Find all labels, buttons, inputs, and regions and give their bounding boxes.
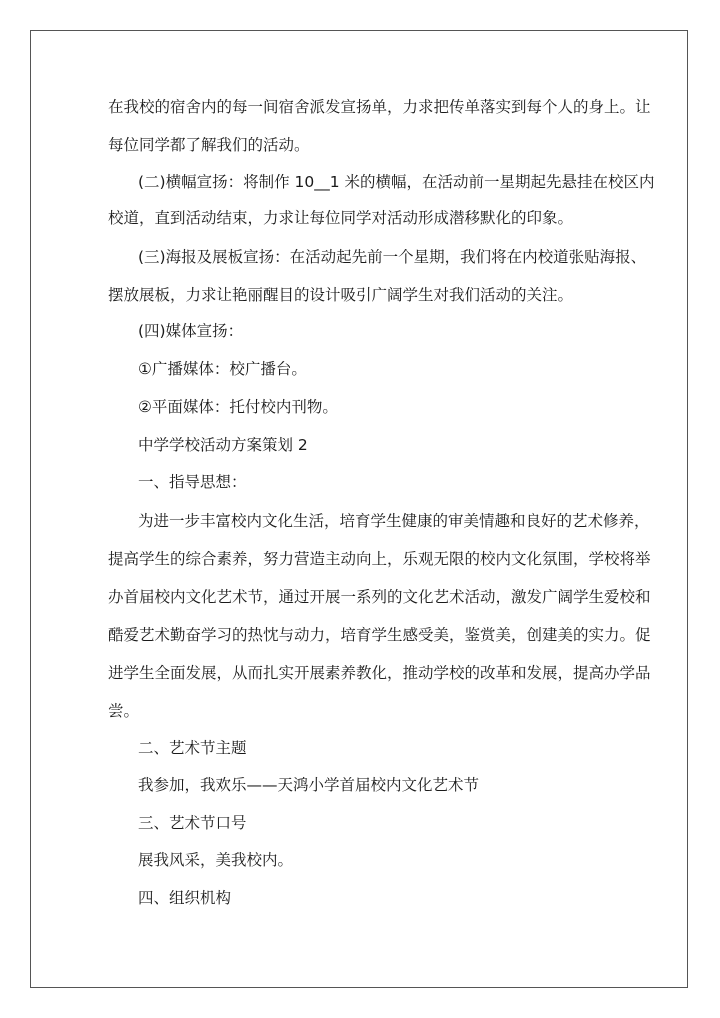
paragraph-line: 校道，直到活动结束，力求让每位同学对活动形成潜移默化的印象。	[108, 209, 574, 227]
paragraph-line: 在我校的宿舍内的每一间宿舍派发宣扬单，力求把传单落实到每个人的身上。让	[108, 98, 651, 116]
paragraph-line: 酷爱艺术勤奋学习的热忱与动力，培育学生感受美，鉴赏美，创建美的实力。促	[108, 626, 651, 644]
paragraph-line: 尝。	[108, 702, 140, 720]
paragraph-line: 摆放展板，力求让艳丽醒目的设计吸引广阔学生对我们活动的关注。	[108, 286, 574, 304]
section-heading: 四、组织机构	[138, 889, 232, 907]
paragraph-line: 进学生全面发展，从而扎实开展素养教化，推动学校的改革和发展，提高办学品	[108, 664, 651, 682]
paragraph-line: 办首届校内文化艺术节，通过开展一系列的文化艺术活动，激发广阔学生爱校和	[108, 588, 651, 606]
paragraph-line: 展我风采，美我校内。	[138, 851, 294, 869]
section-heading: (四)媒体宣扬：	[138, 322, 244, 340]
document-title: 中学学校活动方案策划 2	[138, 436, 308, 454]
paragraph-line: (三)海报及展板宣扬：在活动起先前一个星期，我们将在内校道张贴海报、	[138, 248, 647, 266]
list-item: ①广播媒体：校广播台。	[138, 360, 307, 378]
section-heading: 一、指导思想：	[138, 473, 247, 491]
paragraph-line: 提高学生的综合素养，努力营造主动向上，乐观无限的校内文化氛围，学校将举	[108, 550, 651, 568]
paragraph-line: 我参加，我欢乐——天鸿小学首届校内文化艺术节	[138, 776, 480, 794]
paragraph-line: (二)横幅宣扬：将制作 10__1 米的横幅，在活动前一星期起先悬挂在校区内	[138, 173, 655, 191]
list-item: ②平面媒体：托付校内刊物。	[138, 398, 338, 416]
paragraph-line: 每位同学都了解我们的活动。	[108, 136, 310, 154]
section-heading: 三、艺术节口号	[138, 814, 247, 832]
section-heading: 二、艺术节主题	[138, 739, 247, 757]
paragraph-line: 为进一步丰富校内文化生活，培育学生健康的审美情趣和良好的艺术修养，	[138, 512, 650, 530]
